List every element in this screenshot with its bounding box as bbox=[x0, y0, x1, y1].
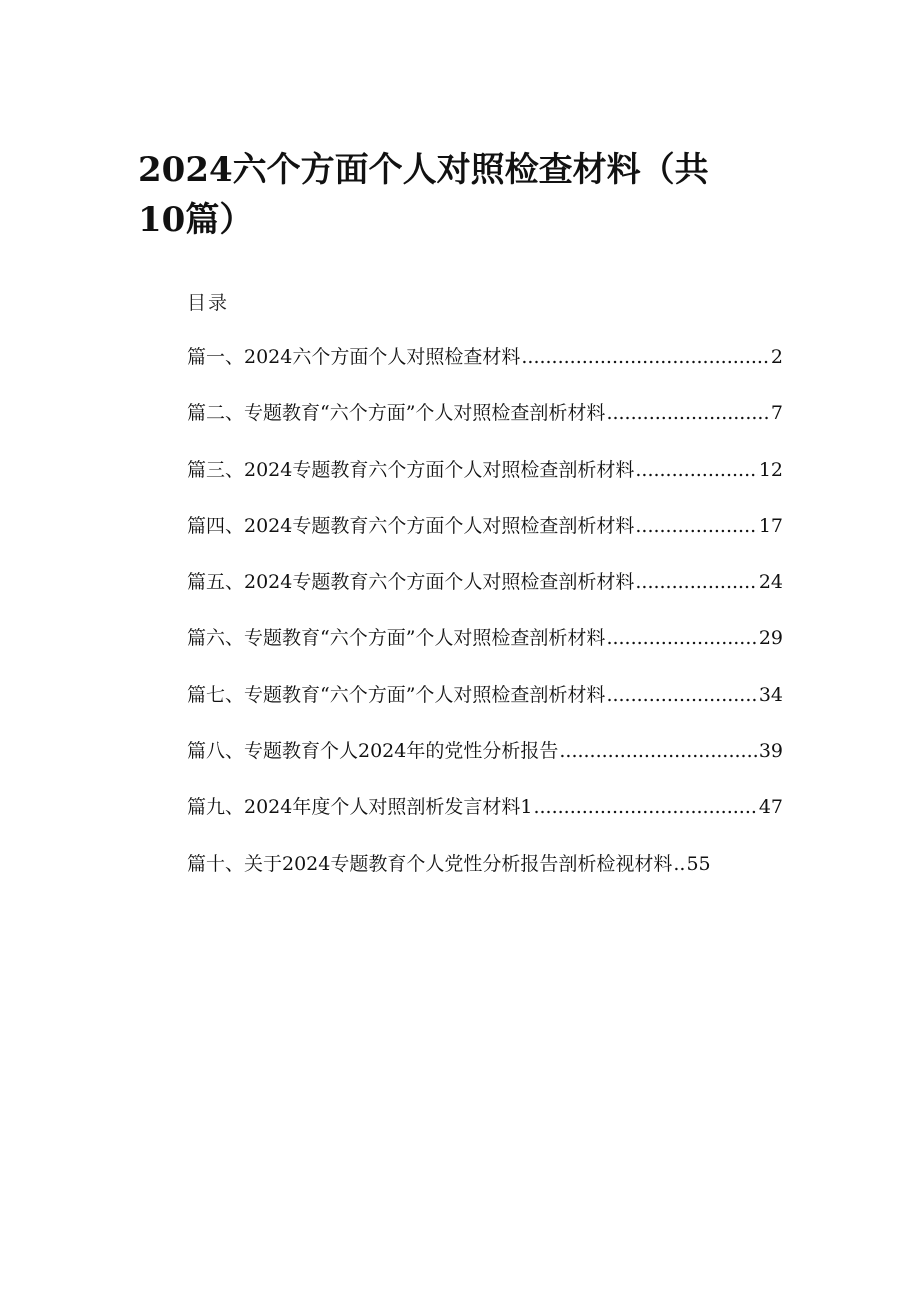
table-of-contents bbox=[187, 342, 783, 905]
toc-page-number: 34 bbox=[758, 683, 783, 706]
toc-page-number: 47 bbox=[758, 796, 783, 819]
toc-dot-leader bbox=[521, 342, 770, 372]
toc-entry-9[interactable] bbox=[187, 792, 783, 848]
toc-page-number: 2 bbox=[770, 346, 783, 368]
toc-entry-5[interactable] bbox=[187, 567, 783, 623]
toc-dot-leader bbox=[673, 849, 685, 879]
toc-entry-6[interactable] bbox=[187, 623, 783, 679]
toc-page-number: 29 bbox=[758, 627, 783, 650]
toc-dot-leader bbox=[559, 736, 757, 766]
toc-dot-leader bbox=[635, 567, 757, 597]
toc-dot-leader bbox=[635, 455, 757, 485]
toc-entry-label: 篇十、关于2024专题教育个人党性分析报告剖析检视材料 bbox=[187, 852, 673, 875]
toc-entry-label: 篇九、2024年度个人对照剖析发言材料1 bbox=[187, 796, 533, 819]
toc-entry-7[interactable] bbox=[187, 680, 783, 736]
toc-heading: 目录 bbox=[187, 292, 230, 314]
toc-dot-leader bbox=[606, 398, 769, 428]
toc-page-number: 12 bbox=[758, 458, 783, 481]
toc-entry-label: 篇一、2024六个方面个人对照检查材料 bbox=[187, 346, 521, 368]
toc-dot-leader bbox=[533, 792, 757, 822]
toc-page-number: 39 bbox=[758, 740, 783, 763]
toc-entry-label: 篇八、专题教育个人2024年的党性分析报告 bbox=[187, 740, 559, 763]
toc-entry-2[interactable] bbox=[187, 398, 783, 454]
toc-entry-label: 篇五、2024专题教育六个方面个人对照检查剖析材料 bbox=[187, 571, 635, 594]
toc-page-number: 55 bbox=[686, 852, 711, 875]
toc-entry-label: 篇六、专题教育“六个方面”个人对照检查剖析材料 bbox=[187, 627, 606, 650]
toc-entry-label: 篇七、专题教育“六个方面”个人对照检查剖析材料 bbox=[187, 683, 606, 706]
toc-entry-10[interactable] bbox=[187, 849, 783, 905]
toc-dot-leader bbox=[635, 511, 757, 541]
toc-entry-label: 篇三、2024专题教育六个方面个人对照检查剖析材料 bbox=[187, 458, 635, 481]
toc-entry-4[interactable] bbox=[187, 511, 783, 567]
toc-dot-leader bbox=[606, 623, 757, 653]
toc-page-number: 17 bbox=[758, 514, 783, 537]
toc-dot-leader bbox=[606, 680, 757, 710]
toc-entry-1[interactable] bbox=[187, 342, 783, 398]
toc-entry-3[interactable] bbox=[187, 455, 783, 511]
toc-page-number: 24 bbox=[758, 571, 783, 594]
toc-entry-label: 篇二、专题教育“六个方面”个人对照检查剖析材料 bbox=[187, 402, 606, 425]
toc-entry-label: 篇四、2024专题教育六个方面个人对照检查剖析材料 bbox=[187, 514, 635, 537]
toc-page-number: 7 bbox=[770, 402, 783, 425]
toc-entry-8[interactable] bbox=[187, 736, 783, 792]
document-title: 2024六个方面个人对照检查材料（共10篇） bbox=[138, 150, 709, 240]
